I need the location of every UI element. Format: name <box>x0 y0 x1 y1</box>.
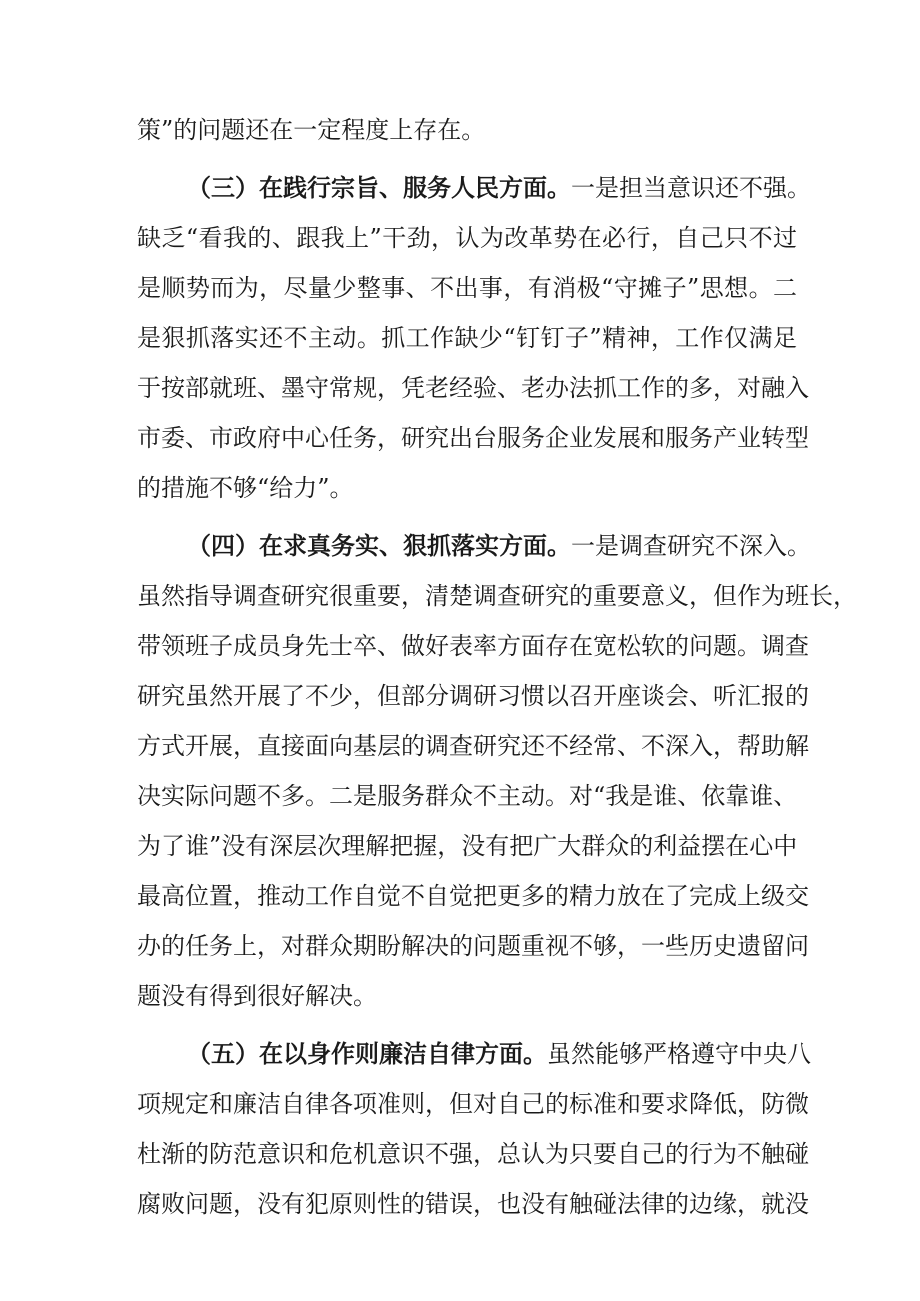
section-heading-3: （三）在践行宗旨、服务人民方面。 <box>187 173 571 202</box>
section-heading-line <box>187 168 811 208</box>
paragraph-line: 项规定和廉洁自律各项准则，但对自己的标准和要求降低，防微 <box>137 1090 809 1118</box>
paragraph-line: 策”的问题还在一定程度上存在。 <box>137 116 486 144</box>
paragraph-line: 带领班子成员身先士卒、做好表率方面存在宽松软的问题。调查 <box>137 632 809 660</box>
paragraph-line: 虽然指导调查研究很重要，清楚调查研究的重要意义，但作为班长， <box>137 582 857 610</box>
paragraph-line: 办的任务上，对群众期盼解决的问题重视不够，一些历史遗留问 <box>137 932 809 960</box>
paragraph-line: 为了谁”没有深层次理解把握，没有把广大群众的利益摆在心中 <box>137 832 798 860</box>
section-heading-line <box>187 526 811 566</box>
paragraph-line: 市委、市政府中心任务，研究出台服务企业发展和服务产业转型 <box>137 424 809 452</box>
paragraph-line: 于按部就班、墨守常规，凭老经验、老办法抓工作的多，对融入 <box>137 374 809 402</box>
paragraph-line: 方式开展，直接面向基层的调查研究还不经常、不深入，帮助解 <box>137 732 809 760</box>
paragraph-line: 杜渐的防范意识和危机意识不强，总认为只要自己的行为不触碰 <box>137 1140 809 1168</box>
paragraph-line: 研究虽然开展了不少，但部分调研习惯以召开座谈会、听汇报的 <box>137 682 809 710</box>
section-heading-line <box>187 1034 811 1074</box>
paragraph-line: 决实际问题不多。二是服务群众不主动。对“我是谁、依靠谁、 <box>137 782 798 810</box>
paragraph-text: 一是担当意识还不强。 <box>571 174 811 202</box>
paragraph-line: 最高位置，推动工作自觉不自觉把更多的精力放在了完成上级交 <box>137 882 809 910</box>
paragraph-text: 虽然能够严格遵守中央八 <box>547 1040 811 1068</box>
paragraph-line: 缺乏“看我的、跟我上”干劲，认为改革势在必行，自己只不过 <box>137 224 797 252</box>
paragraph-line: 是狠抓落实还不主动。抓工作缺少“钉钉子”精神，工作仅满足 <box>137 324 797 352</box>
paragraph-line: 是顺势而为，尽量少整事、不出事，有消极“守摊子”思想。二 <box>137 274 797 302</box>
paragraph-line: 腐败问题，没有犯原则性的错误，也没有触碰法律的边缘，就没 <box>137 1190 809 1218</box>
section-heading-5: （五）在以身作则廉洁自律方面。 <box>187 1039 547 1068</box>
section-heading-4: （四）在求真务实、狠抓落实方面。 <box>187 531 571 560</box>
paragraph-line: 题没有得到很好解决。 <box>137 982 377 1010</box>
paragraph-line: 的措施不够“给力”。 <box>137 474 354 502</box>
paragraph-text: 一是调查研究不深入。 <box>571 532 811 560</box>
